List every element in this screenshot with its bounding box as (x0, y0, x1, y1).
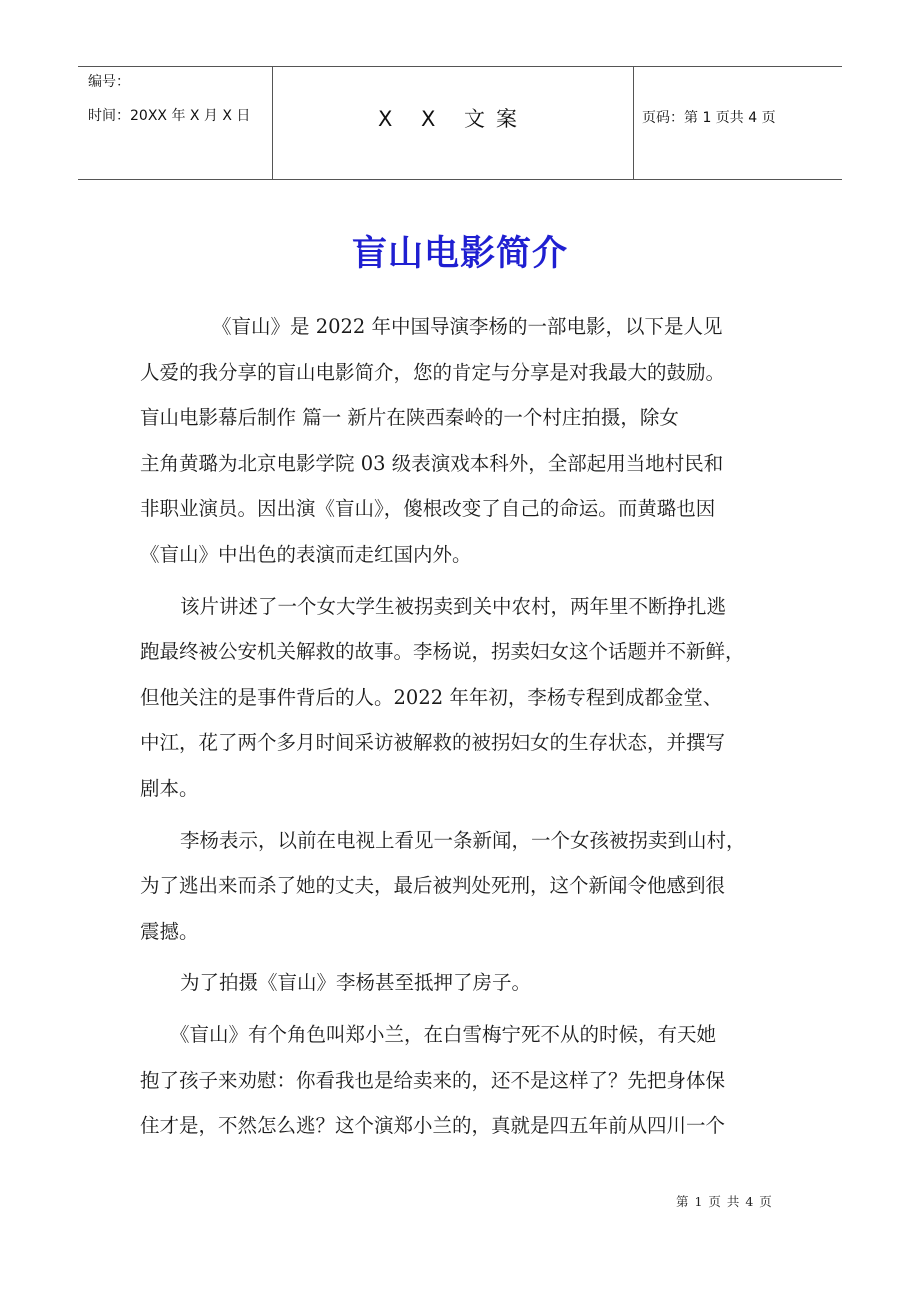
header-page-label: 页码：第 1 页共 4 页 (642, 110, 776, 126)
text-line: 跑最终被公安机关解救的故事。李杨说，拐卖妇女这个话题并不新鲜， (140, 640, 745, 664)
header-left-cell (78, 67, 273, 179)
text-line: 《盲山》有个角色叫郑小兰，在白雪梅宁死不从的时候，有天她 (170, 1022, 717, 1046)
page-footer: 第 1 页 共 4 页 (676, 1194, 773, 1209)
text-line: 抱了孩子来劝慰：你看我也是给卖来的，还不是这样了？先把身体保 (140, 1068, 726, 1092)
text-line: 震撼。 (140, 919, 199, 943)
document-title: 盲山电影简介 (351, 233, 568, 274)
document-body (140, 304, 790, 1149)
text-line: 住才是，不然怎么逃？这个演郑小兰的，真就是四五年前从四川一个 (140, 1114, 726, 1138)
text-line: 盲山电影幕后制作 篇一 新片在陕西秦岭的一个村庄拍摄，除女 (140, 406, 679, 430)
paragraph-4 (140, 960, 790, 1006)
text-line: 非职业演员。因出演《盲山》，傻根改变了自己的命运。而黄璐也因 (140, 497, 716, 521)
header-center-cell (273, 67, 634, 179)
text-line: 主角黄璐为北京电影学院 03 级表演戏本科外，全部起用当地村民和 (140, 451, 724, 475)
text-line: 《盲山》是 2022 年中国导演李杨的一部电影，以下是人见 (212, 315, 723, 338)
text-line: 《盲山》中出色的表演而走红国内外。 (140, 542, 472, 566)
text-line: 人爱的我分享的盲山电影简介，您的肯定与分享是对我最大的鼓励。 (140, 360, 726, 384)
text-line: 该片讲述了一个女大学生被拐卖到关中农村，两年里不断挣扎逃 (180, 594, 727, 618)
text-line: 李杨表示，以前在电视上看见一条新闻，一个女孩被拐卖到山村， (180, 828, 746, 852)
document-number-label: 编号： (88, 74, 130, 90)
paragraph-2 (140, 584, 790, 812)
text-line: 剧本。 (140, 776, 199, 800)
text-line: 中江，花了两个多月时间采访被解救的被拐妇女的生存状态，并撰写 (140, 731, 726, 755)
paragraph-1 (140, 304, 790, 578)
text-line: 但他关注的是事件背后的人。2022 年年初，李杨专程到成都金堂、 (140, 685, 723, 709)
header-center-title: X X 文案 (377, 107, 529, 131)
header-table (78, 66, 842, 180)
paragraph-3 (140, 818, 790, 955)
text-line: 为了拍摄《盲山》李杨甚至抵押了房子。 (180, 971, 532, 995)
paragraph-5 (140, 1012, 790, 1149)
text-line: 为了逃出来而杀了她的丈夫，最后被判处死刑，这个新闻令他感到很 (140, 874, 726, 898)
document-date-label: 时间：20XX 年 X 月 X 日 (88, 108, 251, 124)
header-right-cell (634, 67, 842, 179)
